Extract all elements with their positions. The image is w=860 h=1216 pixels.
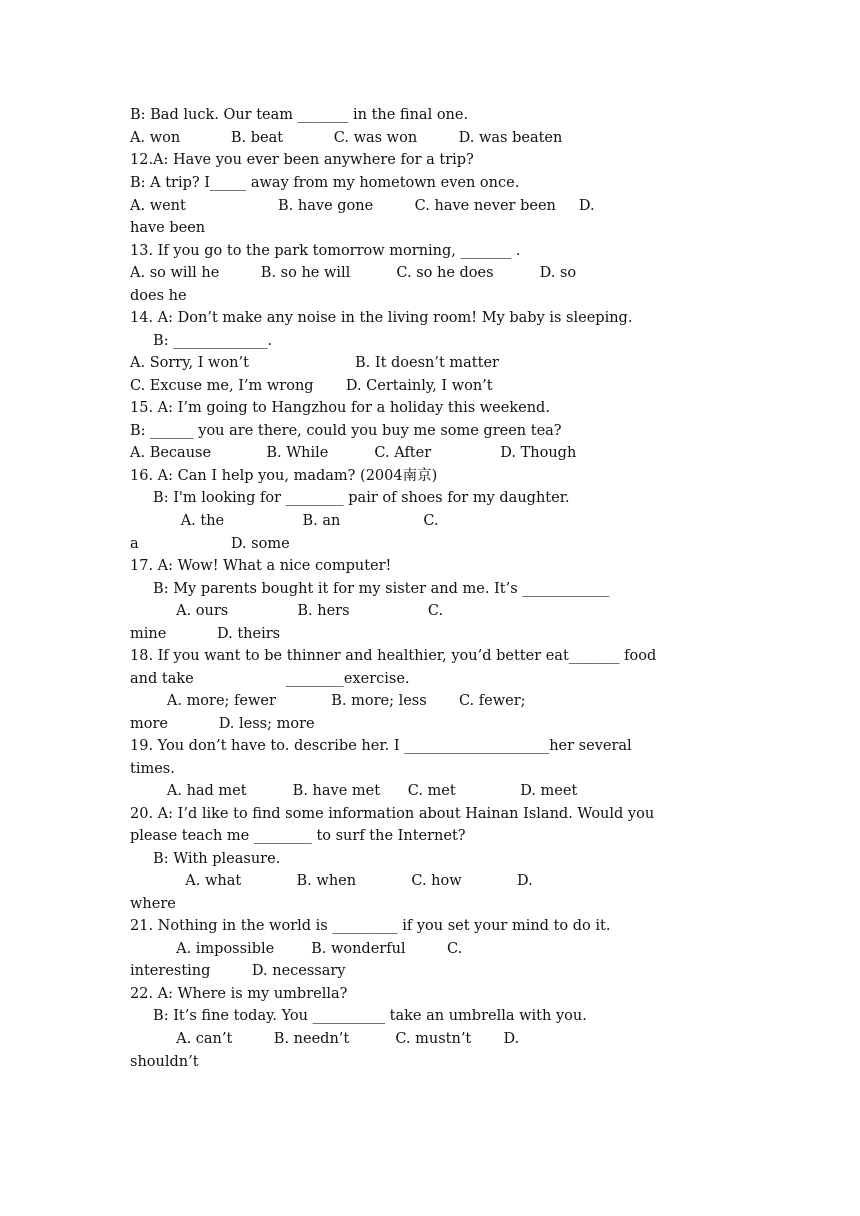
text-line: shouldn’t: [130, 1054, 199, 1070]
text-line: A. what B. when C. how D.: [130, 873, 533, 889]
text-line: 22. A: Where is my umbrella?: [130, 986, 348, 1002]
text-line: B: A trip? I_____ away from my hometown even once.: [130, 175, 520, 191]
text-line: 19. You don’t have to. describe her. I ____________________her several: [130, 738, 632, 754]
text-line: a D. some: [130, 536, 290, 552]
text-line: more D. less; more: [130, 716, 315, 732]
text-line: please teach me ________ to surf the Internet?: [130, 828, 466, 844]
text-line: A. so will he B. so he will C. so he does D. so: [130, 265, 577, 281]
text-line: where: [130, 896, 176, 912]
text-line: and take ________exercise.: [130, 671, 410, 687]
text-line: does he: [130, 288, 187, 304]
text-line: A. impossible B. wonderful C.: [130, 941, 463, 957]
text-line: 21. Nothing in the world is _________ if you set your mind to do it.: [130, 918, 611, 934]
text-line: 12.A: Have you ever been anywhere for a trip?: [130, 152, 474, 168]
text-line: A. ours B. hers C.: [130, 603, 444, 619]
text-line: 18. If you want to be thinner and healthier, you’d better eat_______ food: [130, 648, 657, 664]
text-line: B: I'm looking for ________ pair of shoes for my daughter.: [130, 490, 570, 506]
text-line: 13. If you go to the park tomorrow morning, _______ .: [130, 243, 521, 259]
text-line: B: ______ you are there, could you buy me some green tea?: [130, 423, 562, 439]
text-line: have been: [130, 220, 206, 236]
text-line: B: _____________.: [130, 333, 273, 349]
text-line: A. Sorry, I won’t B. It doesn’t matter: [130, 355, 499, 371]
text-line: A. won B. beat C. was won D. was beaten: [130, 130, 563, 146]
text-line: C. Excuse me, I’m wrong D. Certainly, I won’t: [130, 378, 493, 394]
text-line: mine D. theirs: [130, 626, 281, 642]
text-line: interesting D. necessary: [130, 963, 346, 979]
text-line: 16. A: Can I help you, madam? (2004南京): [130, 468, 438, 484]
text-line: B: With pleasure.: [130, 851, 281, 867]
text-line: B: It’s fine today. You __________ take an umbrella with you.: [130, 1008, 587, 1024]
text-line: 15. A: I’m going to Hangzhou for a holiday this weekend.: [130, 400, 550, 416]
text-line: A. more; fewer B. more; less C. fewer;: [130, 693, 526, 709]
text-line: A. can’t B. needn’t C. mustn’t D.: [130, 1031, 520, 1047]
text-line: times.: [130, 761, 175, 777]
text-line: A. went B. have gone C. have never been D.: [130, 198, 595, 214]
text-line: 14. A: Don’t make any noise in the living room! My baby is sleeping.: [130, 310, 633, 326]
text-line: B: My parents bought it for my sister and me. It’s ____________: [130, 581, 610, 597]
text-line: B: Bad luck. Our team _______ in the final one.: [130, 107, 469, 123]
text-line: A. had met B. have met C. met D. meet: [130, 783, 578, 799]
text-line: 17. A: Wow! What a nice computer!: [130, 558, 392, 574]
text-line: A. Because B. While C. After D. Though: [130, 445, 577, 461]
text-line: A. the B. an C.: [130, 513, 439, 529]
text-line: 20. A: I’d like to find some information about Hainan Island. Would you: [130, 806, 655, 822]
